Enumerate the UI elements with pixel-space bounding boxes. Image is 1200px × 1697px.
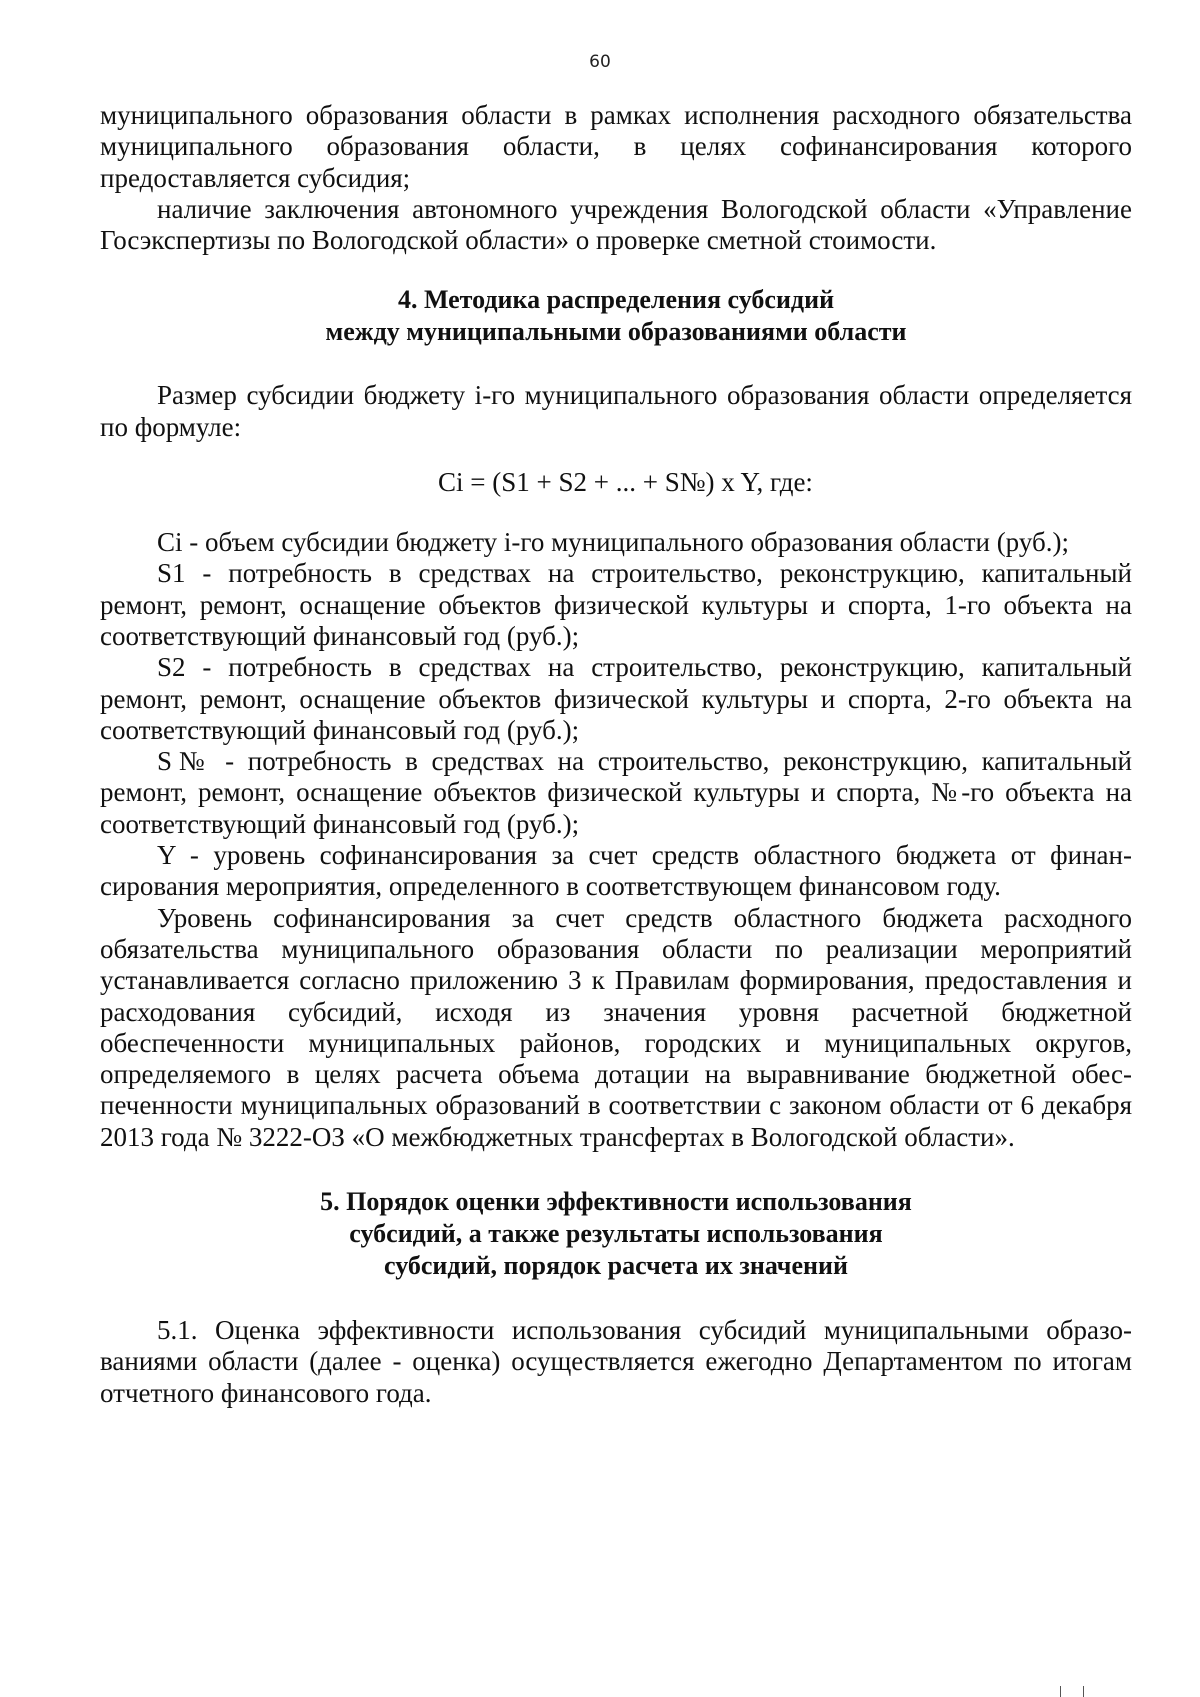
page-content [100,100,1132,1409]
subsidy-formula: Ci = (S1 + S2 + ... + S№) x Y, где: [438,467,813,498]
definition-ci: Ci - объем субсидии бюджету i-го муниципального образования области (руб.); [157,527,1069,558]
scan-edge-mark [1060,1686,1061,1697]
paragraph-expertise-conclusion: наличие заключения автономного учреждения Вологодской области «Управление Госэкспертизы по Вологодской области» о проверке сметной стоимости. [100,193,1132,256]
section-4-heading [100,284,1132,348]
formula-intro: Размер субсидии бюджету i-го муниципального образования области определяется по формуле: [100,380,1132,442]
definition-y: Y - уровень софинансирования за счет средств областного бюджета от финансирования мероприятия, определенного в соответствующем финансовом году. [100,840,1132,902]
section-5-heading-line-3: субсидий, порядок расчета их значений [384,1251,848,1281]
section-5-heading-line-1: 5. Порядок оценки эффективности использования [320,1187,912,1217]
cofinancing-level-paragraph: Уровень софинансирования за счет средств областного бюджета расходного обязательства муниципального образования области по реализации мероприятий устанавливается согласно приложению 3 к Правилам формирования, предоставления и расходования субсидий, исходя из значения уровня расчетной бюджетной обеспеченности муниципальных районов, городских и муниципальных округов, определяемого в целях расчета объема дотации на выравнивание бюджетной обеспеченности муниципальных образований в соответствии с законом области от 6 декабря 2013 года № 3222-ОЗ «О межбюджетных трансфертах в Вологодской области». [100,902,1132,1152]
definition-s2: S2 - потребность в средствах на строительство, реконструкцию, капитальный ремонт, ремонт, оснащение объектов физической культуры и спорта, 2-го объекта на соответствующий финансовый год (руб.); [100,652,1132,745]
section-5-heading [100,1186,1132,1282]
section-4-heading-line-1: 4. Методика распределения субсидий [397,285,835,315]
definition-sn: S№ - потребность в средствах на строительство, реконструкцию, капитальный ремонт, ремонт, оснащение объектов физической культуры и спорта, №-го объекта на соответствующий финансовый год (руб.); [100,746,1132,839]
paragraph-continuation: муниципального образования области в рамках исполнения расходного обязательства муниципального образования области, в целях софинансирования которого предоставляется субсидия; [100,100,1132,193]
paragraph-5-1: 5.1. Оценка эффективности использования субсидий муниципальными образованиями области (далее - оценка) осуществляется ежегодно Департаментом по итогам отчетного финансового года. [100,1315,1132,1408]
definition-s1: S1 - потребность в средствах на строительство, реконструкцию, капитальный ремонт, ремонт, оснащение объектов физической культуры и спорта, 1-го объекта на соответствующий финансовый год (руб.); [100,558,1132,651]
scan-edge-mark [1083,1686,1084,1697]
page-number: 60 [589,52,611,72]
section-4-heading-line-2: между муниципальными образованиями области [325,317,907,347]
section-5-heading-line-2: субсидий, а также результаты использования [349,1219,883,1249]
